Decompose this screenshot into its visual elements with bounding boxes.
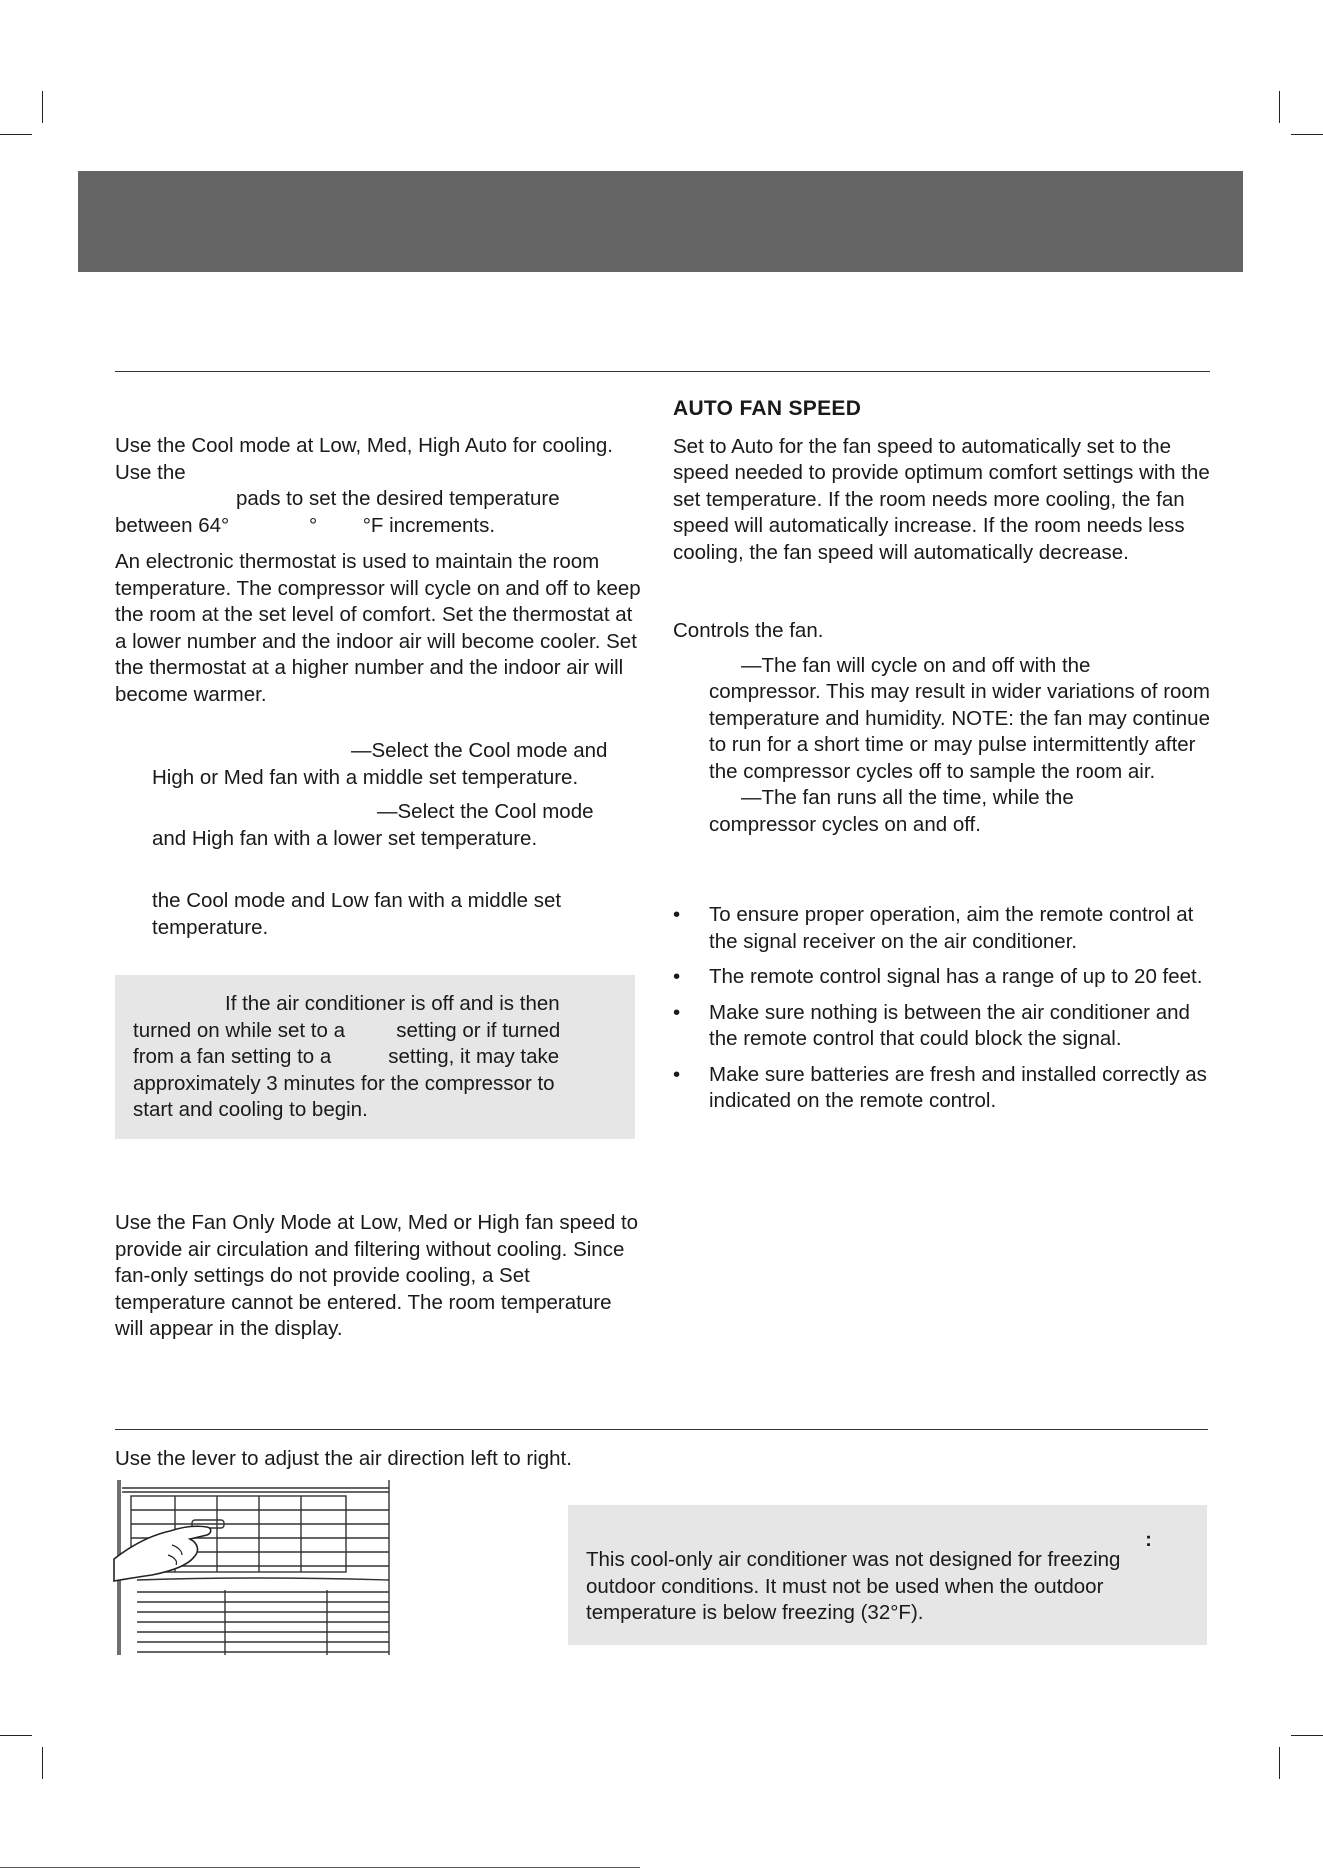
remote-tip-2: • The remote control signal has a range of up to 20 feet. — [673, 964, 1213, 991]
cycle-text: compressor. This may result in wider variations of room temperature and humidity. NOTE: the fan may continue to run for a short time or may pulse intermittently after the compressor cycles off to sample the room air. — [709, 680, 1210, 783]
section-rule-top — [115, 371, 1210, 372]
compressor-delay-note — [115, 975, 635, 1139]
fan-only-paragraph: Use the Fan Only Mode at Low, Med or High fan speed to provide air circulation and filtering without cooling. Since fan-only settings do not provide cooling, a Set temperature cannot be entered. The room temperature will appear in the display. — [115, 1211, 639, 1340]
thermostat-paragraph: An electronic thermostat is used to maintain the room temperature. The compressor will cycle on and off to keep the room at the set level of comfort. Set the thermostat at a lower number and the indoor air will become cooler. Set the thermostat at a higher number and the indoor air will become warmer. — [115, 550, 641, 706]
note-line-1: If the air conditioner is off and is then — [225, 992, 560, 1015]
continuous-text: compressor cycles on and off. — [709, 812, 981, 836]
freezing-note-text: This cool-only air conditioner was not designed for freezing outdoor conditions. It must not be used when the outdoor temperature is below freezing (32°F). — [586, 1548, 1121, 1624]
auto-fan-speed-heading: AUTO FAN SPEED — [673, 397, 862, 420]
setting-2-dash: —Select the Cool mode — [377, 800, 594, 823]
crop-mark-bottom-left-v — [42, 1747, 43, 1779]
remote-tip-3: • Make sure nothing is between the air conditioner and the remote control that could block the signal. — [673, 1000, 1213, 1053]
setting-1-text: High or Med fan with a middle set temperature. — [152, 765, 579, 789]
fan-only-section — [115, 1210, 645, 1343]
crop-mark-top-right-h — [1291, 134, 1323, 135]
controls-fan-text: Controls the fan. — [673, 619, 824, 642]
cool-paragraph-line-3: between 64° ° °F increments. — [115, 513, 496, 537]
crop-mark-top-right-v — [1279, 91, 1280, 123]
remote-tip-4: • Make sure batteries are fresh and installed correctly as indicated on the remote control. — [673, 1062, 1213, 1115]
setting-2-text: and High fan with a lower set temperature. — [152, 826, 538, 850]
air-direction-text: Use the lever to adjust the air direction left to right. — [115, 1447, 572, 1470]
note-line-2: turned on while set to a setting or if turned — [133, 1018, 561, 1042]
remote-tip-1: • To ensure proper operation, aim the remote control at the signal receiver on the air conditioner. — [673, 902, 1213, 955]
section-rule-bottom — [115, 1429, 1208, 1430]
left-column — [115, 433, 645, 941]
continuous-dash: —The fan runs all the time, while the — [741, 786, 1074, 809]
freezing-note-colon: : — [1145, 1528, 1152, 1551]
cool-paragraph-line-1: Use the Cool mode at Low, Med, High Auto for cooling. Use the — [115, 434, 613, 484]
right-column — [673, 396, 1213, 1124]
setting-3-text: the Cool mode and Low fan with a middle set temperature. — [152, 889, 562, 939]
header-banner — [78, 171, 1243, 272]
crop-mark-bottom-right-h — [1291, 1735, 1323, 1736]
cycle-dash: —The fan will cycle on and off with the — [741, 653, 1091, 677]
auto-fan-paragraph: Set to Auto for the fan speed to automatically set to the speed needed to provide optimum comfort settings with the set temperature. If the room needs more cooling, the fan speed will automatically increase. If the room needs less cooling, the fan speed will automatically decrease. — [673, 434, 1210, 564]
crop-mark-top-left-v — [42, 91, 43, 123]
hand-pointing-icon — [112, 1515, 222, 1585]
setting-1-dash: —Select the Cool mode and — [351, 739, 608, 762]
crop-mark-bottom-left-h — [0, 1735, 32, 1736]
cool-paragraph-line-2: pads to set the desired temperature — [236, 487, 560, 510]
crop-mark-top-left-h — [0, 134, 32, 135]
freezing-warning-note — [568, 1505, 1207, 1645]
bottom-edge-line — [0, 1867, 640, 1868]
note-line-3: from a fan setting to a setting, it may take — [133, 1045, 560, 1068]
crop-mark-bottom-right-v — [1279, 1747, 1280, 1779]
note-line-5: start and cooling to begin. — [133, 1098, 368, 1121]
note-line-4: approximately 3 minutes for the compressor to — [133, 1071, 555, 1095]
